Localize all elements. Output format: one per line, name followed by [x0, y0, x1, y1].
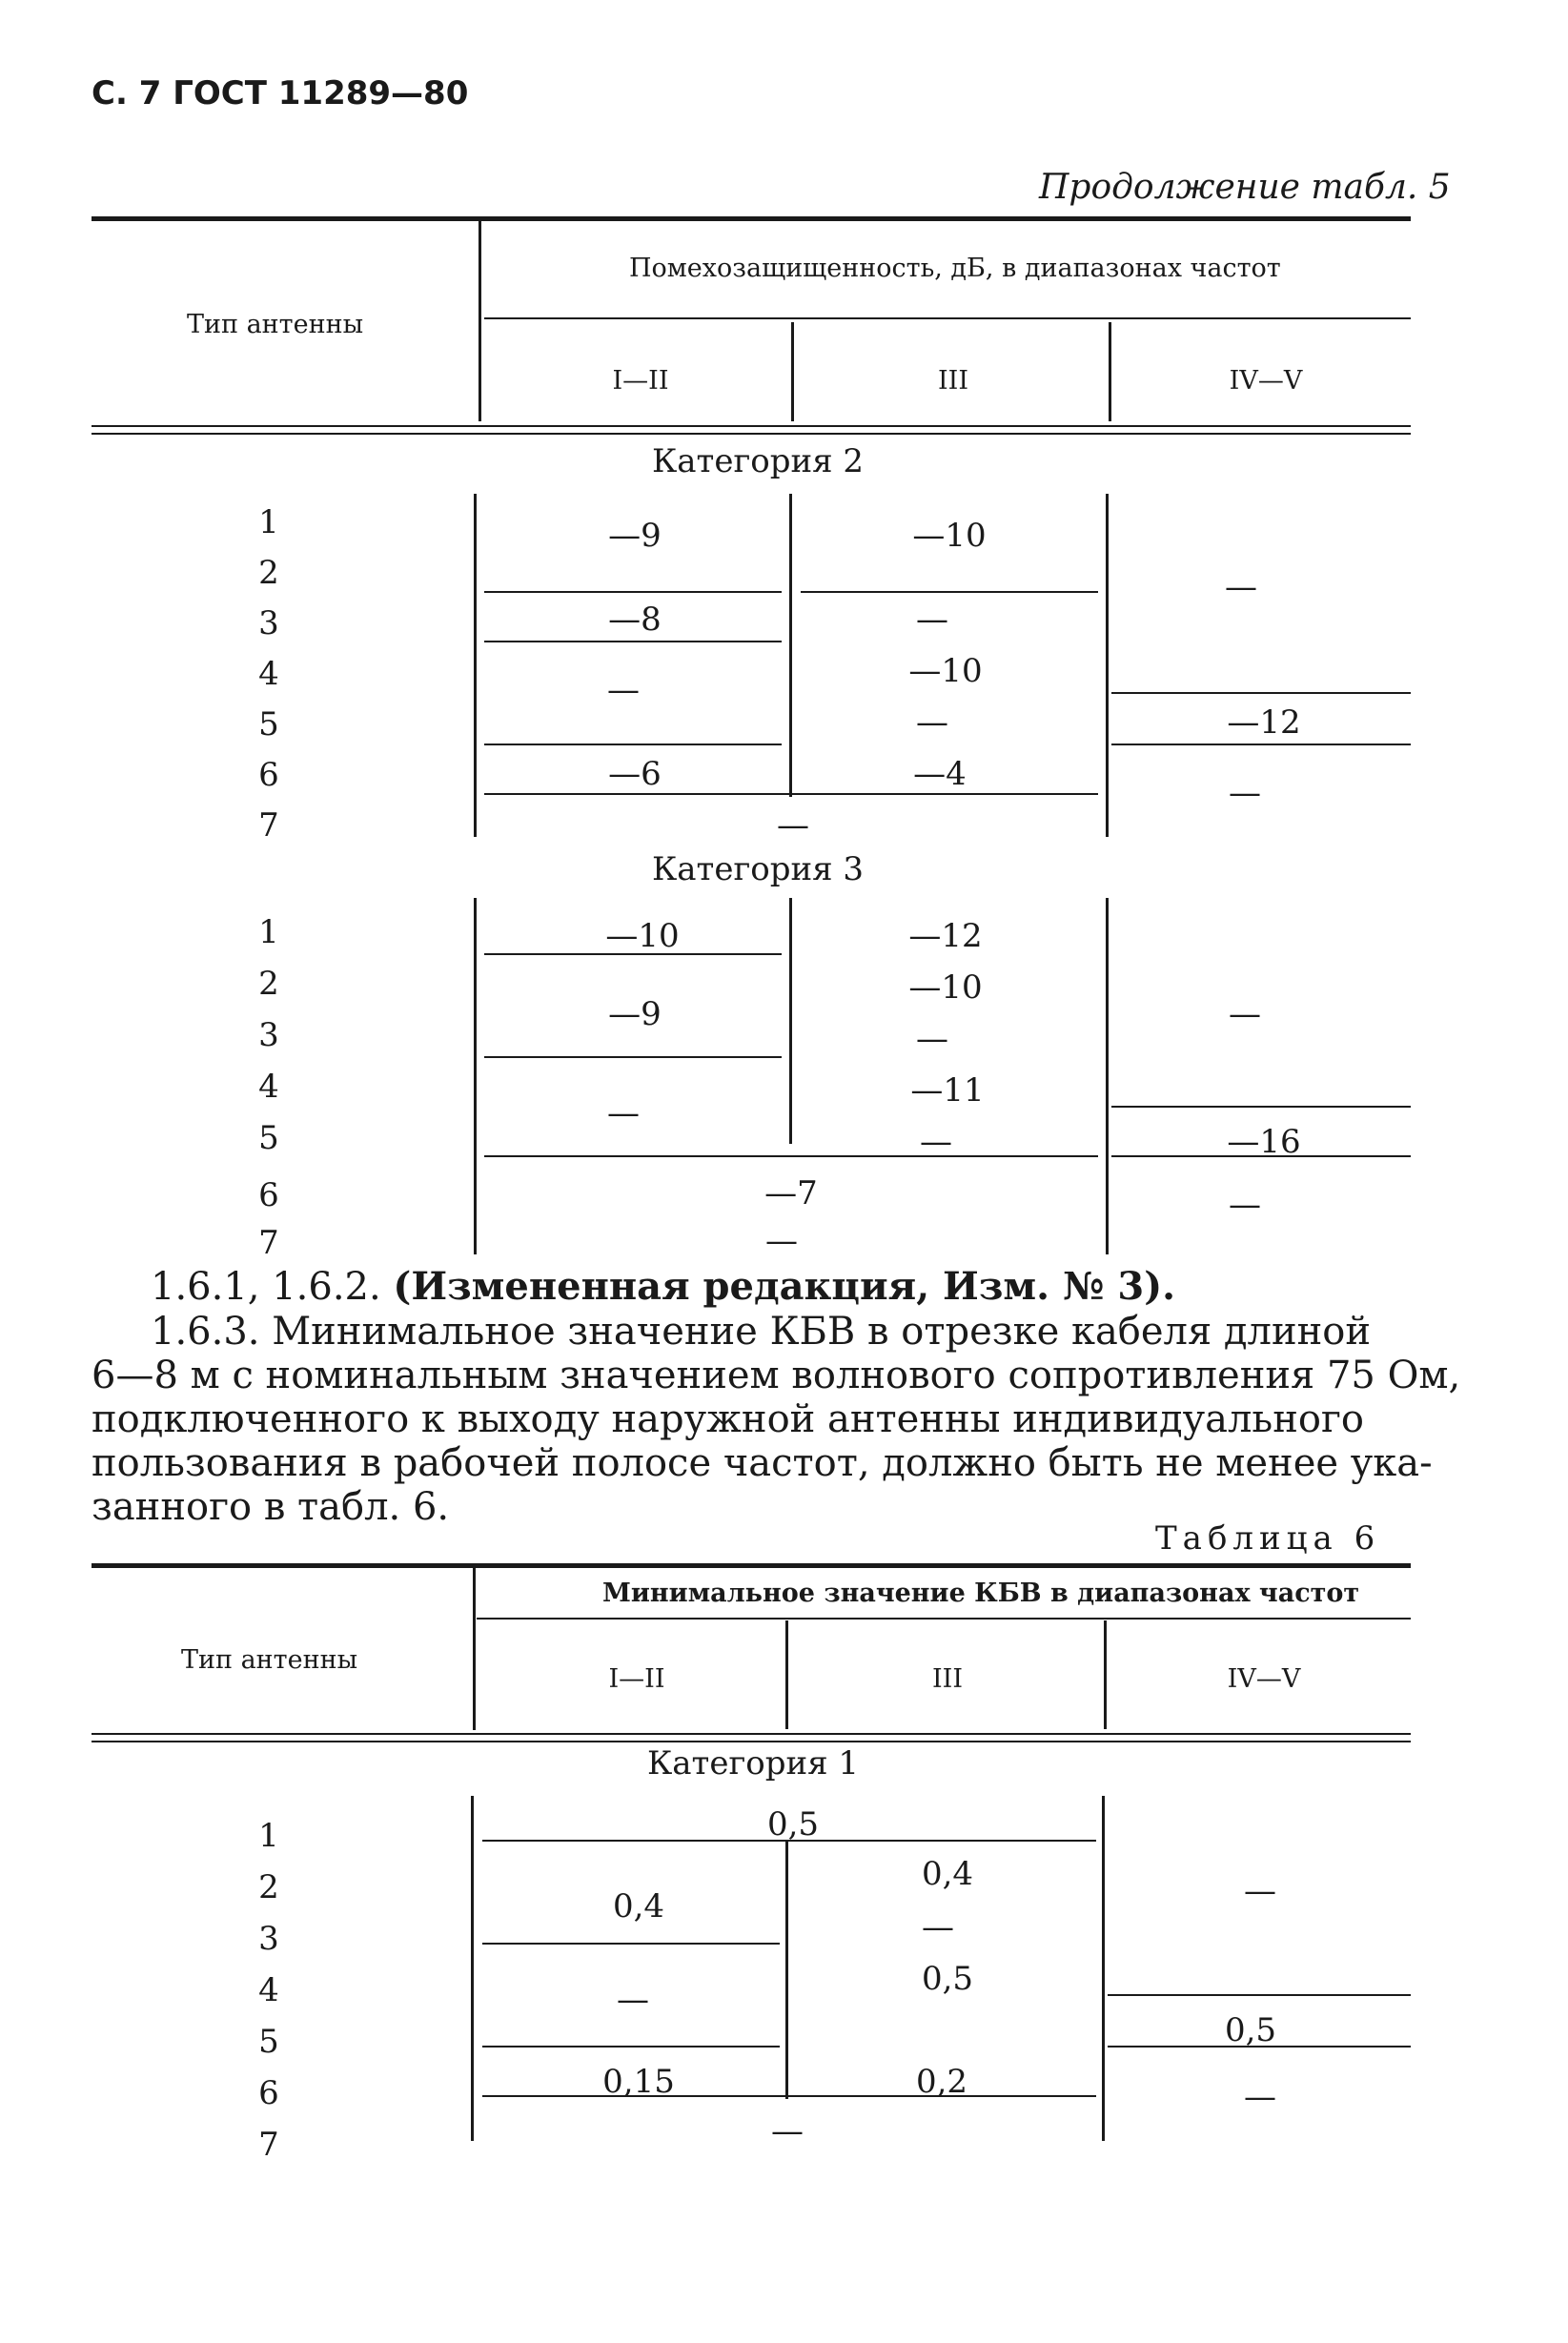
row-number: 4: [258, 1971, 279, 2009]
table6-col-header: Тип антенны: [181, 1645, 358, 1675]
category-title: Категория 3: [651, 850, 865, 888]
table-cell: —12: [908, 917, 983, 955]
table-cell: —: [1229, 774, 1261, 812]
amendment-numbers: 1.6.1, 1.6.2.: [151, 1265, 381, 1309]
paragraph-line: подключенного к выходу наружной антенны индивидуального: [92, 1397, 1364, 1441]
table-cell: —6: [608, 755, 662, 793]
paragraph-line: 1.6.3. Минимальное значение КБВ в отрезке кабеля длиной: [151, 1310, 1372, 1354]
table5-header-divider: [479, 219, 481, 421]
band-label: I—II: [608, 1664, 665, 1694]
row-number: 7: [258, 1224, 279, 1262]
table-cell: —10: [605, 917, 680, 955]
row-number: 1: [258, 1817, 279, 1855]
table-cell: —: [920, 1123, 952, 1161]
table-cell: —7: [764, 1174, 818, 1212]
table-cell: 0,5: [1224, 2011, 1277, 2049]
band-label: IV—V: [1227, 1664, 1301, 1694]
band-label: III: [938, 366, 968, 396]
row-number: 6: [258, 2074, 279, 2112]
table5-group-header: Помехозащищенность, дБ, в диапазонах частот: [629, 254, 1281, 283]
row-number: 7: [258, 806, 279, 845]
page-header: С. 7 ГОСТ 11289—80: [92, 74, 469, 112]
table-cell: —: [916, 703, 948, 742]
table-cell: —8: [608, 601, 662, 639]
table-caption: Таблица 6: [1155, 1519, 1381, 1558]
row-number: 3: [258, 1920, 279, 1958]
amendment-label: (Измененная редакция, Изм. № 3).: [393, 1264, 1176, 1309]
band-label: IV—V: [1229, 366, 1303, 396]
table-cell: —: [765, 1222, 798, 1260]
table-cell: —: [617, 1981, 649, 2019]
band-label: I—II: [612, 366, 669, 396]
row-number: 6: [258, 1176, 279, 1214]
row-number: 6: [258, 756, 279, 794]
table-cell: —: [916, 601, 948, 639]
row-number: 1: [258, 913, 279, 951]
table-cell: —10: [912, 517, 987, 555]
paragraph-line: 6—8 м с номинальным значением волнового сопротивления 75 Ом,: [92, 1354, 1461, 1397]
row-number: 4: [258, 1068, 279, 1106]
band-label: III: [932, 1664, 963, 1694]
category-title: Категория 1: [646, 1744, 860, 1783]
table-cell: —16: [1227, 1123, 1301, 1161]
table-cell: —9: [608, 995, 662, 1033]
table-cell: —: [1244, 1872, 1276, 1910]
table-cell: —: [916, 1020, 948, 1058]
table-cell: 0,5: [766, 1805, 820, 1844]
table5-top-rule: [92, 216, 1411, 221]
table-cell: 0,2: [915, 2063, 968, 2101]
table-cell: —10: [908, 968, 983, 1007]
table-cell: 0,5: [921, 1960, 974, 1998]
table-cell: —: [607, 671, 640, 709]
table-cell: —10: [908, 652, 983, 690]
row-number: 5: [258, 705, 279, 744]
table-cell: —: [1229, 1186, 1261, 1224]
table-cell: —: [1244, 2078, 1276, 2116]
table-cell: —: [1225, 568, 1257, 606]
row-number: 3: [258, 604, 279, 642]
table6-top-rule: [92, 1563, 1411, 1568]
table-cell: —12: [1227, 703, 1301, 742]
category-title: Категория 2: [651, 442, 865, 480]
table-cell: —: [922, 1908, 954, 1946]
paragraph-line: пользования в рабочей полосе частот, должно быть не менее ука-: [92, 1441, 1433, 1485]
row-number: 4: [258, 655, 279, 693]
paragraph-line: занного в табл. 6.: [92, 1485, 450, 1529]
row-number: 2: [258, 1868, 279, 1906]
table-cell: —: [777, 806, 809, 845]
table-cell: 0,4: [612, 1887, 665, 1925]
table6-header-divider: [473, 1566, 476, 1730]
table-cell: —: [1229, 995, 1261, 1033]
table-cell: —: [771, 2112, 804, 2150]
row-number: 2: [258, 965, 279, 1003]
table-cell: 0,15: [602, 2063, 675, 2101]
table-cell: 0,4: [921, 1855, 974, 1893]
table6-group-header: Минимальное значение КБВ в диапазонах частот: [602, 1579, 1360, 1608]
table-cell: —11: [910, 1071, 985, 1110]
row-number: 5: [258, 1119, 279, 1157]
table-cell: —: [607, 1094, 640, 1132]
amendment-note: [151, 1264, 1175, 1309]
row-number: 5: [258, 2023, 279, 2061]
row-number: 3: [258, 1016, 279, 1054]
table-cell: —4: [913, 755, 967, 793]
row-number: 2: [258, 554, 279, 592]
row-number: 7: [258, 2126, 279, 2164]
row-number: 1: [258, 503, 279, 541]
table-cell: —9: [608, 517, 662, 555]
table5-col-header: Тип антенны: [187, 310, 364, 339]
table-continuation-label: Продолжение табл. 5: [1039, 168, 1451, 207]
